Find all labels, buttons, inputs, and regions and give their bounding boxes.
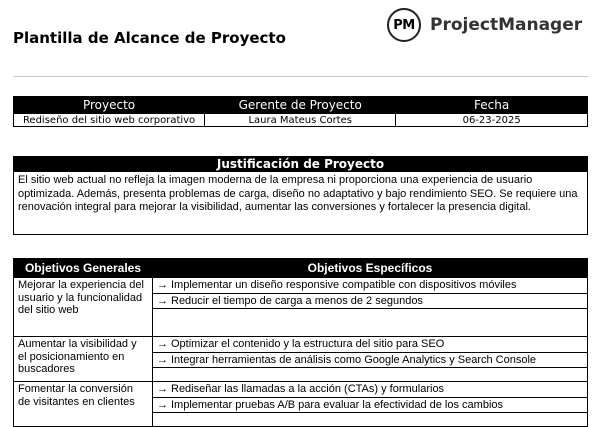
objectives-table bbox=[13, 258, 588, 427]
objective-row bbox=[14, 382, 588, 398]
specific-objective-cell bbox=[153, 337, 588, 353]
project-info-table bbox=[13, 96, 588, 127]
specific-objective-cell-empty bbox=[153, 413, 588, 427]
specific-objective-cell bbox=[153, 352, 588, 368]
justification-text: El sitio web actual no refleja la imagen moderna de la empresa ni proporciona una experiencia de usuario optimizada. Además, presenta problemas de carga, diseño no adaptativo y bajo rendimiento SEO. Se requiere una renovación integral para mejorar la visibilidad, aumentar las conversiones y fortalecer la presencia digital. bbox=[14, 172, 588, 235]
column-header-project: Proyecto bbox=[14, 97, 205, 114]
arrow-right-icon: → bbox=[157, 294, 168, 307]
document-title: Plantilla de Alcance de Proyecto bbox=[13, 29, 286, 47]
specific-objective-text: Implementar pruebas A/B para evaluar la efectividad de los cambios bbox=[171, 398, 504, 411]
objective-row bbox=[14, 278, 588, 294]
justification-heading: Justificación de Proyecto bbox=[14, 157, 588, 172]
objective-row bbox=[14, 337, 588, 353]
general-objectives-header: Objetivos Generales bbox=[14, 259, 153, 278]
general-objective-cell: Aumentar la visibilidad y el posicionamiento en buscadores bbox=[14, 337, 153, 382]
arrow-right-icon: → bbox=[157, 279, 168, 291]
specific-objective-text: Integrar herramientas de análisis como Google Analytics y Search Console bbox=[171, 353, 537, 366]
project-date-cell: 06-23-2025 bbox=[396, 114, 588, 127]
arrow-right-icon: → bbox=[157, 353, 168, 366]
specific-objective-text: Rediseñar las llamadas a la acción (CTAs) y formularios bbox=[171, 383, 445, 395]
specific-objective-cell-empty bbox=[153, 368, 588, 382]
justification-table bbox=[13, 156, 588, 235]
pm-logo-icon: PM bbox=[387, 8, 421, 42]
project-manager-cell: Laura Mateus Cortes bbox=[205, 114, 396, 127]
arrow-right-icon: → bbox=[157, 338, 168, 350]
logo-text: ProjectManager bbox=[430, 15, 583, 35]
arrow-right-icon: → bbox=[157, 383, 168, 395]
specific-objective-cell bbox=[153, 278, 588, 294]
specific-objective-cell bbox=[153, 382, 588, 398]
general-objective-cell: Fomentar la conversión de visitantes en clientes bbox=[14, 382, 153, 427]
specific-objective-cell bbox=[153, 293, 588, 309]
specific-objectives-header: Objetivos Específicos bbox=[153, 259, 588, 278]
header-divider bbox=[13, 76, 588, 77]
projectmanager-logo bbox=[387, 8, 582, 42]
general-objective-cell: Mejorar la experiencia del usuario y la funcionalidad del sitio web bbox=[14, 278, 153, 337]
specific-objective-cell bbox=[153, 397, 588, 413]
specific-objective-text: Reducir el tiempo de carga a menos de 2 segundos bbox=[171, 294, 423, 307]
arrow-right-icon: → bbox=[157, 398, 168, 411]
specific-objective-text: Optimizar el contenido y la estructura del sitio para SEO bbox=[171, 338, 445, 350]
specific-objective-text: Implementar un diseño responsive compatible con dispositivos móviles bbox=[171, 279, 517, 291]
specific-objective-cell-empty bbox=[153, 309, 588, 337]
column-header-manager: Gerente de Proyecto bbox=[205, 97, 396, 114]
column-header-date: Fecha bbox=[396, 97, 588, 114]
project-name-cell: Rediseño del sitio web corporativo bbox=[14, 114, 205, 127]
